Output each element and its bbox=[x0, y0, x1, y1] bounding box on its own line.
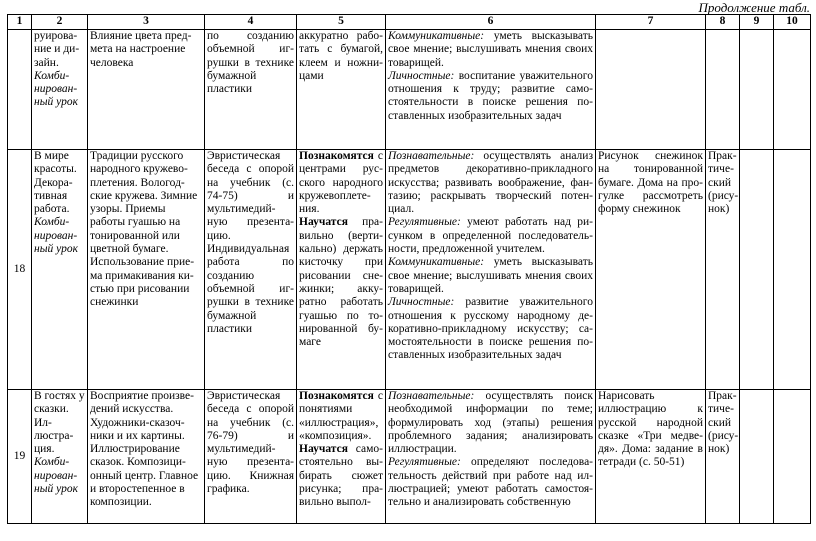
lesson-number: 18 bbox=[8, 150, 32, 390]
empty-cell bbox=[740, 150, 774, 390]
content-text: Влияние цвета пред-мета на настроение человека bbox=[90, 30, 192, 69]
homework-text: Рисунок снежинок на тонированной бумаге. Дома на про-гулке рассмотреть форму снежинок bbox=[598, 150, 703, 216]
subject-results-text: аккуратно рабо-тать с бумагой, клеем и ножни-цами bbox=[299, 30, 383, 82]
empty-cell bbox=[774, 30, 811, 150]
empty-cell bbox=[774, 390, 811, 524]
uud-text: определяют последова-тельность действий при работе над ил-люстрацией; умеют работать самостоя-тельно и анализировать собственную bbox=[388, 456, 594, 509]
header-cell: 1 bbox=[8, 15, 32, 30]
lesson-plan-table bbox=[7, 14, 811, 524]
uud-label: Коммуникативные: bbox=[388, 30, 485, 42]
homework-cell bbox=[596, 390, 706, 524]
control-cell bbox=[706, 150, 740, 390]
uud-text: развитие уважительного отношения к русскому народному де-коративно-прикладному искусству; са-мостоятельности в поиске решения по-ставленных изобразительных задач bbox=[388, 296, 593, 362]
homework-text: Нарисовать иллюстрацию к русской народной сказке «Три медве-дя». Дома: задание в тетради (с. 50-51) bbox=[598, 390, 703, 469]
homework-cell bbox=[596, 30, 706, 150]
uud-text: уметь высказывать свое мнение; выслушивать мнения своих товарищей. bbox=[388, 30, 594, 69]
results-label: Познакомятся bbox=[299, 390, 374, 402]
lesson-type: Комби-нирован-ный урок bbox=[34, 69, 78, 109]
topic-text: В мире красоты. Декора-тивная работа. bbox=[34, 150, 77, 216]
uud-label: Личностные: bbox=[388, 69, 455, 82]
control-text: Прак-тиче-ский (рису-нок) bbox=[708, 390, 739, 456]
uud-text: уметь высказывать свое мнение; выслушивать мнения своих товарищей. bbox=[388, 256, 594, 295]
subject-results-cell bbox=[297, 150, 386, 390]
activities-cell bbox=[205, 390, 297, 524]
uud-cell bbox=[386, 150, 596, 390]
table-row bbox=[8, 390, 811, 524]
header-cell: 4 bbox=[205, 15, 297, 30]
content-text: Традиции русского народного кружево-плетения. Вологод-ские кружева. Зимние узоры. Приемы работы гуашью на тонированной или цветной бумаге. Использование прие-ма примакивания ки-стью при рисовании снежинки bbox=[90, 150, 198, 309]
uud-label: Личностные: bbox=[388, 296, 455, 309]
results-label: Научатся bbox=[299, 443, 348, 456]
activities-text: по созданию объемной иг-рушки в технике бумажной пластики bbox=[207, 30, 294, 96]
results-text: само-стоятельно вы-бирать сюжет рисунка; пра-вильно выпол- bbox=[299, 443, 383, 509]
empty-cell bbox=[774, 150, 811, 390]
topic-cell bbox=[32, 390, 88, 524]
continuation-label: Продолжение табл. bbox=[698, 0, 810, 15]
lesson-number bbox=[8, 30, 32, 150]
control-text: Прак-тиче-ский (рису-нок) bbox=[708, 150, 739, 216]
control-cell bbox=[706, 30, 740, 150]
results-text: с центрами рус-ского народного кружевоплете-ния. bbox=[299, 150, 383, 216]
lesson-number: 19 bbox=[8, 390, 32, 524]
topic-cell bbox=[32, 150, 88, 390]
lesson-type: Комби-нирован-ный урок bbox=[34, 216, 78, 256]
uud-text: осуществлять поиск необходимой информации по теме; формулировать ход (этапы) решения проблемного задания; анализировать иллюстрации. bbox=[388, 390, 593, 456]
uud-text: умеют работать над ри-сунком в определенной последователь-ности, предложенной учителем. bbox=[388, 216, 593, 256]
activities-text: Эвристическая беседа с опорой на учебник (с. 76-79) и мультимедий-ную презента-цию. Книжная графика. bbox=[207, 390, 294, 496]
control-cell bbox=[706, 390, 740, 524]
uud-text: осуществлять анализ предметов декоративно-прикладного искусства; развивать воображение, фан-тазию; раскрывать творческий потен-циал. bbox=[388, 150, 593, 216]
header-cell: 3 bbox=[88, 15, 205, 30]
table-row bbox=[8, 150, 811, 390]
header-row bbox=[8, 15, 811, 30]
subject-results-cell bbox=[297, 30, 386, 150]
results-label: Познакомятся bbox=[299, 150, 374, 162]
subject-results-cell bbox=[297, 390, 386, 524]
topic-cell bbox=[32, 30, 88, 150]
results-text: с понятиями «иллюстрация», «композиция». bbox=[299, 390, 383, 442]
uud-label: Коммуникативные: bbox=[388, 256, 485, 269]
header-cell: 7 bbox=[596, 15, 706, 30]
header-cell: 8 bbox=[706, 15, 740, 30]
header-cell: 9 bbox=[740, 15, 774, 30]
homework-cell bbox=[596, 150, 706, 390]
activities-cell bbox=[205, 150, 297, 390]
content-cell bbox=[88, 150, 205, 390]
empty-cell bbox=[740, 30, 774, 150]
results-text: пра-вильно (верти-кально) держать кисточку при рисовании сне-жинки; акку-ратно работать гуашью по то-нированной бу-маге bbox=[299, 216, 383, 349]
lesson-type: Комби-нирован-ный урок bbox=[34, 456, 78, 496]
table-row bbox=[8, 30, 811, 150]
empty-cell bbox=[740, 390, 774, 524]
header-cell: 2 bbox=[32, 15, 88, 30]
header-cell: 10 bbox=[774, 15, 811, 30]
uud-text: воспитание уважительного отношения к труду; развитие само-стоятельности в поиске решения по-ставленных изобразительных задач bbox=[388, 69, 593, 122]
activities-cell bbox=[205, 30, 297, 150]
activities-text: Эвристическая беседа с опорой на учебник (с. 74-75) и мультимедий-ную презента-цию. Индивидуальная работа по созданию объемной иг-рушки в технике бумажной пластики bbox=[207, 150, 294, 335]
topic-text: В гостях у сказки. Ил-люстра-ция. bbox=[34, 390, 85, 456]
uud-label: Познавательные: bbox=[388, 390, 475, 402]
uud-label: Познавательные: bbox=[388, 150, 475, 162]
results-label: Научатся bbox=[299, 216, 348, 229]
uud-cell bbox=[386, 30, 596, 150]
uud-cell bbox=[386, 390, 596, 524]
content-cell bbox=[88, 390, 205, 524]
topic-text: руирова-ние и ди-зайн. bbox=[34, 30, 80, 69]
header-cell: 5 bbox=[297, 15, 386, 30]
uud-label: Регулятивные: bbox=[388, 216, 461, 229]
content-text: Восприятие произве-дений искусства. Художники-сказоч-ники и их картины. Иллюстрирование сказок. Композици-онный центр. Главное и второстепенное в композиции. bbox=[90, 390, 199, 509]
header-cell: 6 bbox=[386, 15, 596, 30]
content-cell bbox=[88, 30, 205, 150]
uud-label: Регулятивные: bbox=[388, 456, 461, 469]
